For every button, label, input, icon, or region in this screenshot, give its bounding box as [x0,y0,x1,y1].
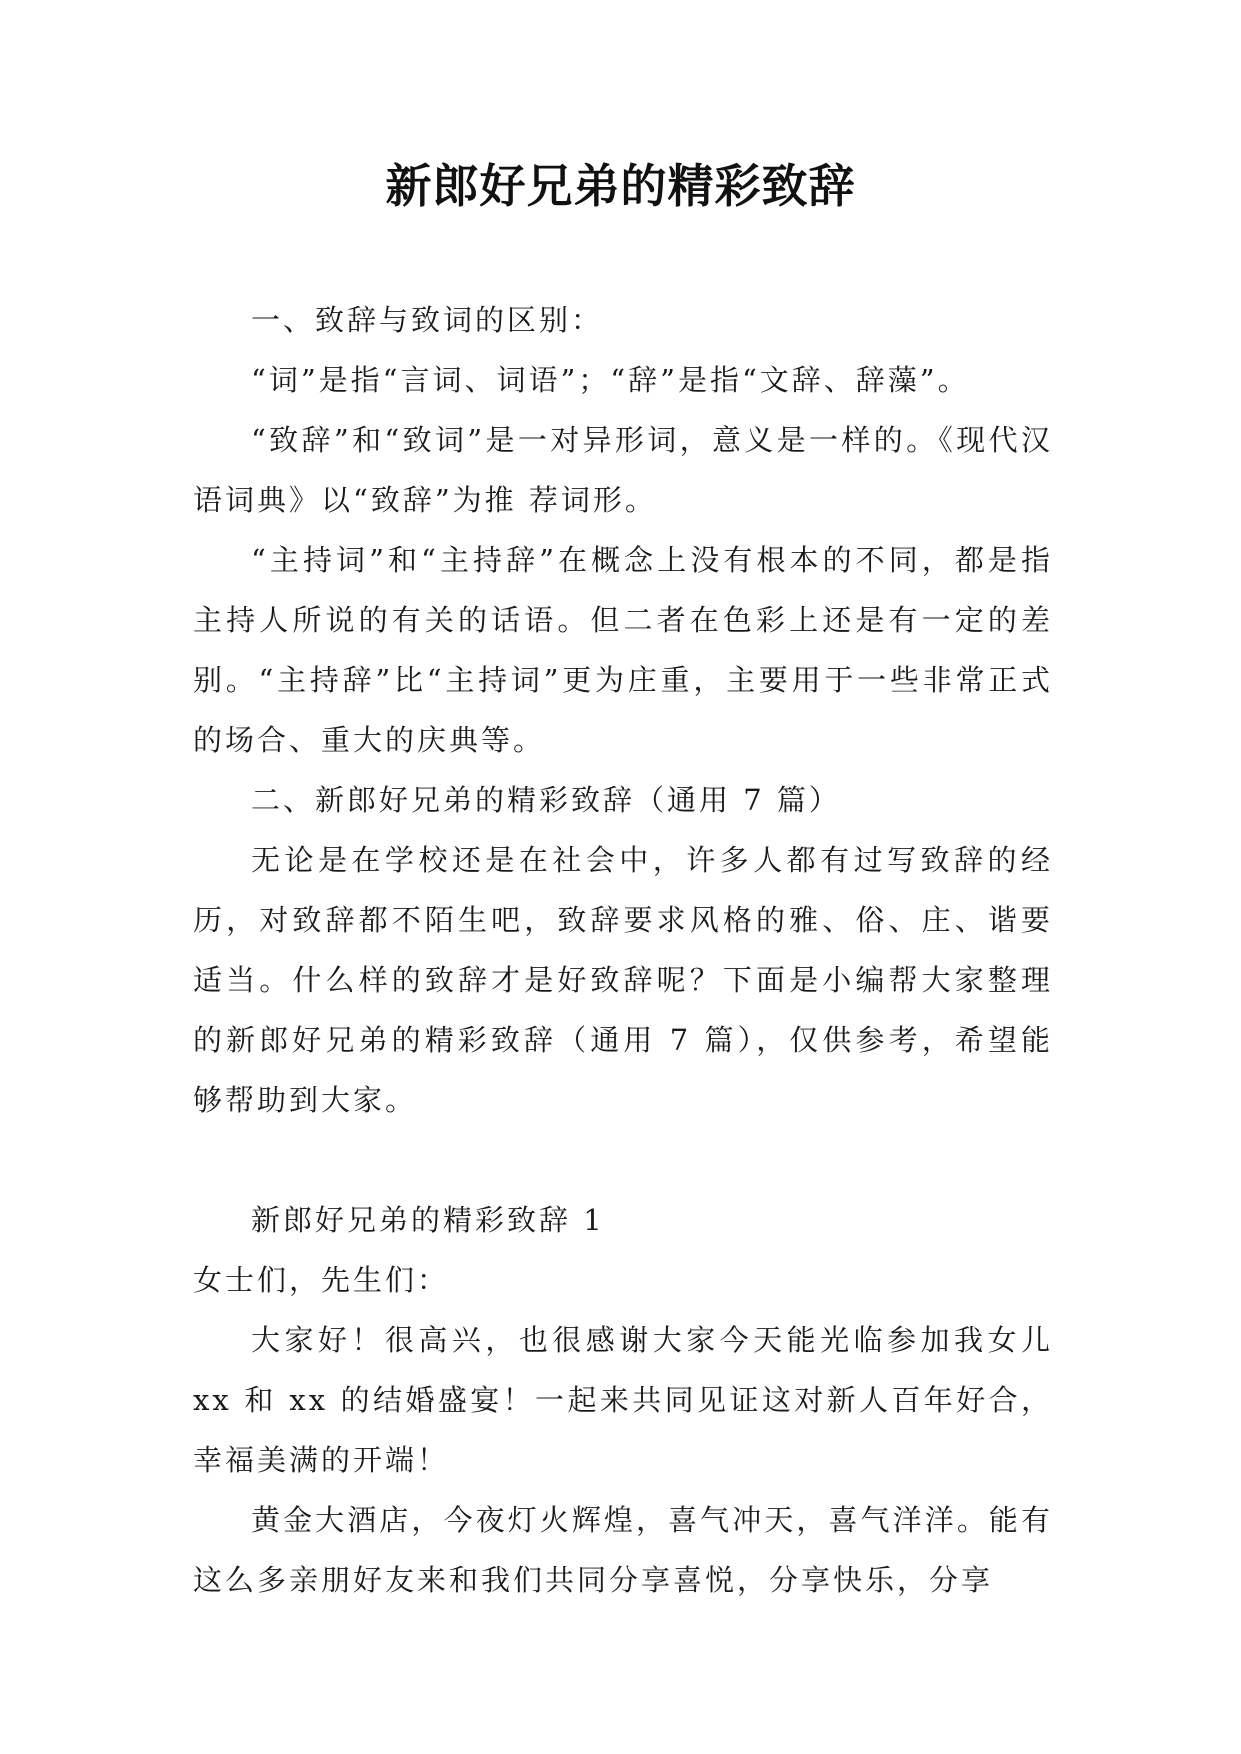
speech-salutation: 女士们，先生们： [193,1263,450,1297]
paragraph-definition: “词”是指“言词、词语”；“辞”是指“文辞、辞藻”。 [251,363,970,397]
blank-line [193,1130,1053,1190]
paragraph-section-two-heading: 二、新郎好兄弟的精彩致辞（通用 7 篇） [251,783,841,817]
paragraph-intro: 无论是在学校还是在社会中，许多人都有过写致辞的经历，对致辞都不陌生吧，致辞要求风格的雅、俗、庄、谐要适当。什么样的致辞才是好致辞呢？下面是小编帮大家整理的新郎好兄弟的精彩致辞（通用 7 篇），仅供参考，希望能够帮助到大家。 [193,843,1053,1117]
paragraph-section-one-heading: 一、致辞与致词的区别： [251,303,604,337]
speech-paragraph: 大家好！很高兴，也很感谢大家今天能光临参加我女儿 xx 和 xx 的结婚盛宴！一起来共同见证这对新人百年好合，幸福美满的开端！ [193,1323,1053,1477]
paragraph-variant-words: “致辞”和“致词”是一对异形词，意义是一样的。《现代汉语词典》以“致辞”为推 荐词形。 [193,423,1053,517]
document-title: 新郎好兄弟的精彩致辞 [385,159,856,213]
paragraph-host-words: “主持词”和“主持辞”在概念上没有根本的不同，都是指主持人所说的有关的话语。但二者在色彩上还是有一定的差别。“主持辞”比“主持词”更为庄重，主要用于一些非常正式的场合、重大的庆典等。 [193,543,1053,757]
document-body [193,290,1053,1610]
speech-paragraph: 黄金大酒店，今夜灯火辉煌，喜气冲天，喜气洋洋。能有这么多亲朋好友来和我们共同分享喜悦，分享快乐，分享 [193,1503,1053,1597]
speech-heading: 新郎好兄弟的精彩致辞 1 [251,1203,605,1237]
